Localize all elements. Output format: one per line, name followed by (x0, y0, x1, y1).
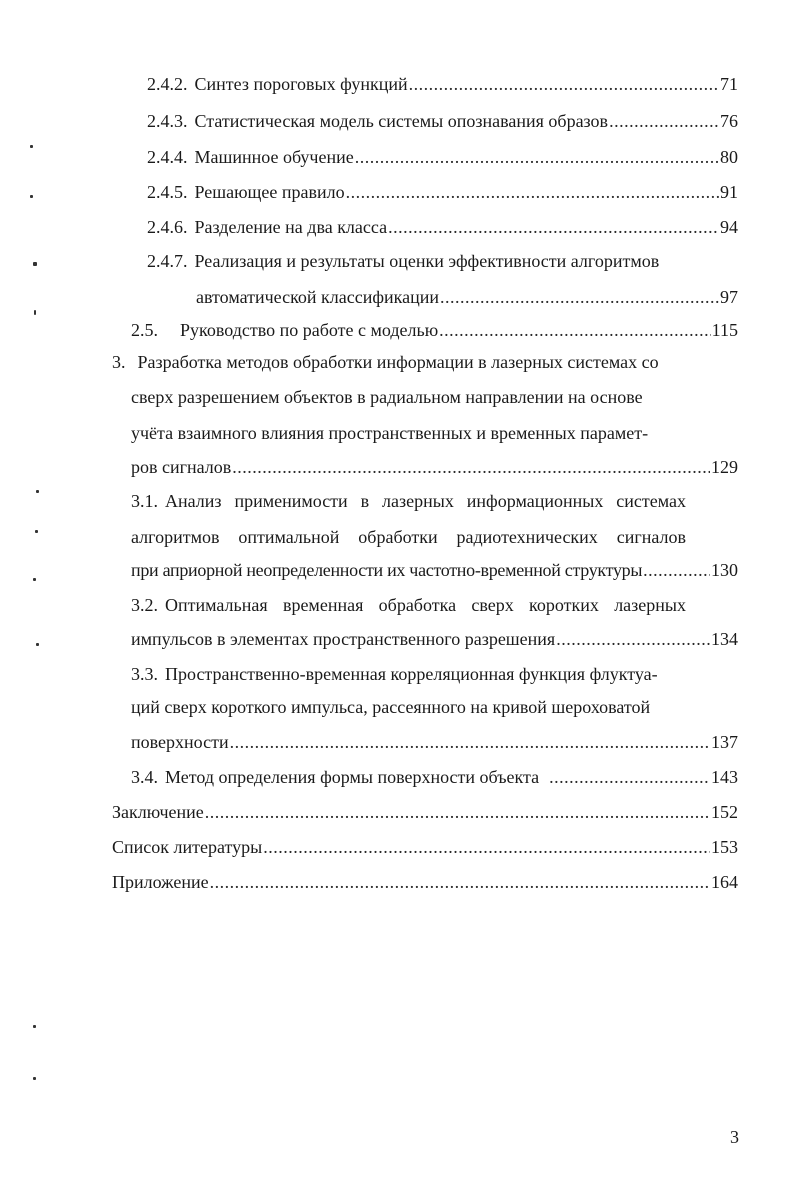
toc-entry-title: Список литературы (112, 837, 263, 857)
toc-entry-2-4-4 (147, 142, 738, 172)
toc-entry-page: 94 (720, 217, 738, 237)
toc-entry-page: 91 (720, 182, 738, 202)
toc-leader-dots (230, 727, 710, 757)
toc-entry-page: 97 (720, 287, 738, 307)
toc-entry-page: 76 (720, 111, 738, 131)
toc-entry-number: 2.4.5. (147, 182, 188, 202)
toc-entry-3-2-line2 (131, 624, 738, 654)
page-number: 3 (730, 1127, 739, 1147)
toc-entry-3-1-line2: алгоритмов оптимальной обработки радиотехнических сигналов (131, 527, 686, 547)
toc-entry-title: Метод определения формы поверхности объекта (165, 767, 540, 787)
toc-entry-page: 80 (720, 147, 738, 167)
toc-entry-title-line: ров сигналов (131, 457, 232, 477)
toc-leader-dots (346, 177, 719, 207)
scan-speck (35, 530, 38, 533)
toc-entry-3-3-line3 (131, 727, 738, 757)
toc-entry-number: 2.4.6. (147, 217, 188, 237)
toc-entry-page: 71 (720, 74, 738, 94)
toc-entry-page: 115 (711, 320, 738, 340)
toc-entry-number: 3.2. (131, 595, 158, 615)
toc-entry-number: 2.4.3. (147, 111, 188, 131)
toc-entry-page: 152 (711, 802, 738, 822)
toc-entry-title: Разделение на два класса (194, 217, 388, 237)
toc-leader-dots (388, 212, 719, 242)
toc-entry-title-line: Реализация и результаты оценки эффективности алгоритмов (194, 251, 660, 271)
toc-entry-page: 134 (711, 629, 738, 649)
toc-entry-title-line: импульсов в элементах пространственного разрешения (131, 629, 556, 649)
toc-chapter-3-line4 (131, 452, 738, 482)
toc-leader-dots (549, 762, 710, 792)
toc-entry-title-line: автоматической классификации (196, 287, 440, 307)
toc-entry-2-4-7-line1 (147, 246, 738, 276)
toc-leader-dots (609, 106, 719, 136)
toc-entry-title-line: Оптимальная временная обработка сверх коротких лазерных (165, 595, 686, 615)
scan-speck (33, 1077, 36, 1080)
toc-entry-3-1-line1 (131, 486, 686, 516)
toc-leader-dots (643, 555, 710, 585)
toc-entry-page: 137 (711, 732, 738, 752)
toc-entry-2-4-3 (147, 106, 738, 136)
scan-speck (36, 643, 39, 646)
toc-entry-page: 143 (711, 767, 738, 787)
scan-speck (34, 310, 36, 315)
scan-speck (30, 195, 33, 198)
toc-entry-title-line: Разработка методов обработки информации в лазерных системах со (137, 352, 659, 372)
toc-entry-2-4-7-line2 (196, 282, 738, 312)
toc-leader-dots (556, 624, 710, 654)
toc-entry-title: Машинное обучение (194, 147, 354, 167)
toc-entry-page: 129 (711, 457, 738, 477)
toc-entry-number: 2.4.4. (147, 147, 188, 167)
toc-leader-dots (440, 282, 719, 312)
toc-entry-2-4-5 (147, 177, 738, 207)
toc-entry-2-4-6 (147, 212, 738, 242)
toc-chapter-3-line3: учёта взаимного влияния пространственных и временных парамет- (131, 423, 649, 443)
toc-entry-3-2-line1 (131, 590, 686, 620)
scan-speck (33, 262, 37, 266)
toc-entry-appendix (112, 867, 738, 897)
toc-entry-page: 130 (711, 560, 738, 580)
toc-entry-title: Заключение (112, 802, 204, 822)
toc-entry-title: Руководство по работе с моделью (180, 320, 439, 340)
toc-entry-title: Приложение (112, 872, 209, 892)
toc-entry-conclusion (112, 797, 738, 827)
toc-entry-page: 153 (711, 837, 738, 857)
toc-entry-number: 2.5. (131, 320, 158, 340)
toc-entry-title-line: при априорной неопределенности их частотно-временной структуры (131, 560, 643, 580)
toc-leader-dots (409, 69, 719, 99)
toc-entry-title: Синтез пороговых функций (194, 74, 408, 94)
toc-entry-3-3-line1 (131, 659, 686, 689)
toc-chapter-3-line1 (112, 347, 732, 377)
toc-chapter-3-line2: сверх разрешением объектов в радиальном направлении на основе (131, 387, 643, 407)
toc-entry-title: Решающее правило (194, 182, 345, 202)
toc-entry-title-line: Анализ применимости в лазерных информационных системах (165, 491, 686, 511)
toc-entry-title-line: Пространственно-временная корреляционная функция флуктуа- (165, 664, 658, 684)
scan-speck (30, 145, 33, 148)
toc-entry-number: 3. (112, 352, 126, 372)
toc-entry-number: 2.4.2. (147, 74, 188, 94)
toc-leader-dots (205, 797, 710, 827)
toc-entry-number: 3.4. (131, 767, 158, 787)
toc-leader-dots (210, 867, 710, 897)
toc-entry-2-4-2 (147, 69, 738, 99)
scan-speck (33, 1025, 36, 1028)
toc-entry-number: 3.1. (131, 491, 158, 511)
toc-leader-dots (439, 315, 711, 345)
toc-entry-bibliography (112, 832, 738, 862)
toc-leader-dots (263, 832, 710, 862)
toc-leader-dots (232, 452, 710, 482)
toc-leader-dots (355, 142, 719, 172)
toc-entry-3-3-line2: ций сверх короткого импульса, рассеянного на кривой шероховатой (131, 697, 651, 717)
toc-entry-page: 164 (711, 872, 738, 892)
toc-entry-number: 3.3. (131, 664, 158, 684)
toc-entry-title-line: поверхности (131, 732, 229, 752)
scan-speck (33, 578, 36, 581)
toc-entry-title: Статистическая модель системы опознавания образов (194, 111, 609, 131)
toc-entry-2-5 (131, 315, 738, 345)
toc-entry-3-4 (131, 762, 738, 792)
scan-speck (36, 490, 39, 493)
toc-entry-number: 2.4.7. (147, 251, 188, 271)
toc-entry-3-1-line3 (131, 555, 738, 585)
